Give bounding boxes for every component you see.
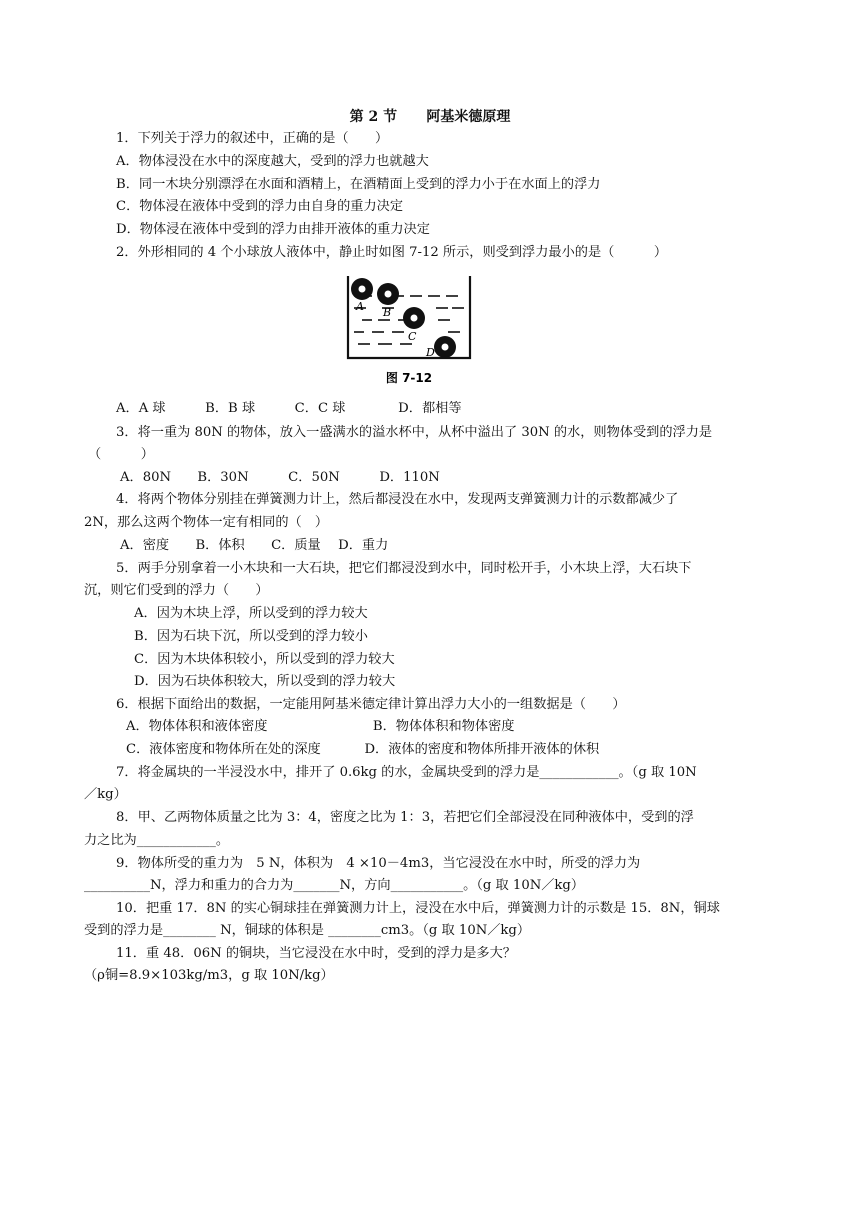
question-5-option-a: A．因为木块上浮，所以受到的浮力较大: [134, 606, 368, 621]
question-6-options-cd: C．液体密度和物体所在处的深度 D．液体的密度和物体所排开液体的休积: [126, 742, 600, 757]
question-7-stem-cont: ／kg）: [84, 787, 127, 802]
question-11-stem-cont: （ρ铜=8.9×103kg/m3，g 取 10N/kg）: [84, 968, 334, 983]
question-2-options: A．A 球 B．B 球 C．C 球 D．都相等: [116, 401, 462, 416]
question-1-option-d: D．物体浸在液体中受到的浮力由排开液体的重力决定: [116, 222, 430, 237]
label-c: C: [408, 330, 417, 343]
question-3-stem-cont: （ ）: [88, 447, 154, 462]
ball-a: [351, 278, 373, 300]
label-a: A: [356, 300, 364, 313]
question-5-stem-cont: 沉，则它们受到的浮力（ ）: [84, 583, 269, 598]
figure-7-12: [342, 272, 476, 388]
question-1-option-c: C．物体浸在液体中受到的浮力由自身的重力决定: [116, 199, 404, 214]
question-10-stem: 10．把重 17．8N 的实心铜球挂在弹簧测力计上，浸没在水中后，弹簧测力计的示数是 15．8N，铜球: [116, 901, 720, 916]
question-3-options: A．80N B．30N C．50N D．110N: [120, 470, 440, 485]
ball-c: [403, 307, 425, 329]
question-6-stem: 6．根据下面给出的数据，一定能用阿基米德定律计算出浮力大小的一组数据是（ ）: [116, 697, 626, 712]
question-5-option-b: B．因为石块下沉，所以受到的浮力较小: [134, 629, 368, 644]
ball-d: [434, 336, 456, 358]
question-8-stem: 8．甲、乙两物体质量之比为 3：4，密度之比为 1：3，若把它们全部浸没在同种液体中，受到的浮: [116, 810, 694, 825]
question-1-option-b: B．同一木块分别漂浮在水面和酒精上，在酒精面上受到的浮力小于在水面上的浮力: [116, 177, 601, 192]
question-5-option-d: D．因为石块体积较大，所以受到的浮力较大: [134, 674, 396, 689]
question-9-stem: 9．物体所受的重力为 5 N，体积为 4 ×10－4m3，当它浸没在水中时，所受的浮力为: [116, 856, 641, 871]
question-8-stem-cont: 力之比为____________。: [84, 833, 230, 848]
label-d: D: [426, 346, 435, 359]
question-3-stem: 3．将一重为 80N 的物体，放入一盛满水的溢水杯中，从杯中溢出了 30N 的水，则物体受到的浮力是: [116, 425, 713, 440]
figure-caption: 图 7-12: [385, 371, 433, 385]
ball-b: [377, 283, 399, 305]
label-b: B: [383, 306, 392, 319]
section-title: 第 2 节 阿基米德原理: [349, 109, 511, 125]
question-5-stem: 5．两手分别拿着一小木块和一大石块，把它们都浸没到水中，同时松开手，小木块上浮，大石块下: [116, 561, 692, 576]
question-1-option-a: A．物体浸没在水中的深度越大，受到的浮力也就越大: [116, 154, 429, 169]
question-5-option-c: C．因为木块体积较小，所以受到的浮力较大: [134, 652, 395, 667]
question-4-stem-cont: 2N，那么这两个物体一定有相同的（ ）: [84, 515, 329, 530]
question-7-stem: 7．将金属块的一半浸没水中，排开了 0.6kg 的水，金属块受到的浮力是____________。（g 取 10N: [116, 765, 697, 780]
beaker-diagram: [342, 272, 476, 388]
question-10-stem-cont: 受到的浮力是________ N，铜球的体积是 ________cm3。（g 取 10N／kg）: [84, 923, 531, 938]
question-4-options: A．密度 B．体积 C．质量 D．重力: [120, 538, 389, 553]
question-2-stem: 2．外形相同的 4 个小球放人液体中，静止时如图 7-12 所示，则受到浮力最小的是（ ）: [116, 245, 668, 260]
question-9-stem-cont: __________N，浮力和重力的合力为_______N，方向___________。（g 取 10N／kg）: [84, 878, 585, 893]
question-6-options-ab: A．物体体积和液体密度 B．物体体积和物体密度: [126, 719, 515, 734]
question-11-stem: 11．重 48．06N 的铜块，当它浸没在水中时，受到的浮力是多大？: [116, 946, 516, 961]
question-4-stem: 4．将两个物体分别挂在弹簧测力计上，然后都浸没在水中，发现两支弹簧测力计的示数都减少了: [116, 492, 679, 507]
question-1-stem: 1．下列关于浮力的叙述中，正确的是（ ）: [116, 131, 389, 146]
